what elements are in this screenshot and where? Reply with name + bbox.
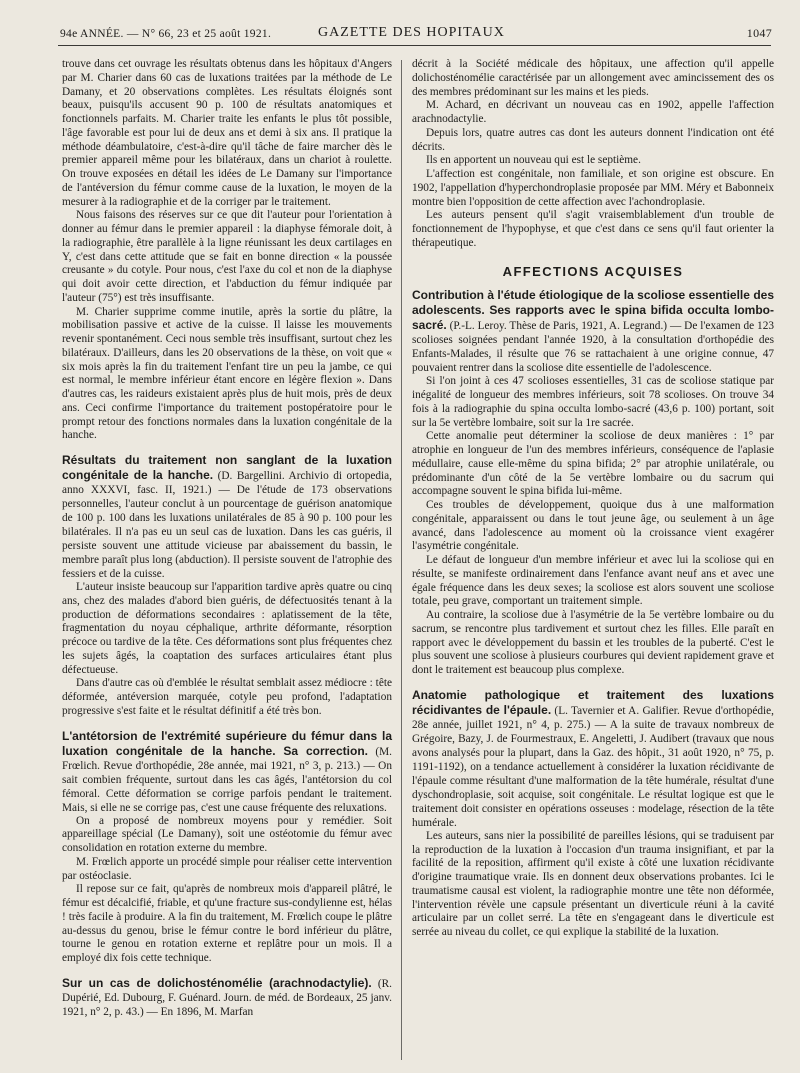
article-title: Anatomie pathologique et traitement des luxations récidivantes de l'épaule. bbox=[412, 687, 774, 717]
article-body: (P.-L. Leroy. Thèse de Paris, 1921, A. Legrand.) — De l'examen de 123 scolioses soignées pendant l'année 1920, à la consultation d'orthopédie des Enfants-Malades, il résulte que 76 se rattachaient à une origine connue, 47 pouvaient rentrer dans la scoliose dite essentielle de l'adolescence. bbox=[412, 320, 774, 375]
paragraph: L'affection est congénitale, non familiale, et son origine est obscure. En 1902, l'appellation d'hyperchondroplasie proposée par MM. Méry et Babonneix montre bien l'opposition de cette affection avec l'achondroplasie. bbox=[412, 168, 774, 208]
paragraph: Depuis lors, quatre autres cas dont les auteurs donnent l'indication ont été décrits. bbox=[412, 126, 774, 153]
paragraph: Nous faisons des réserves sur ce que dit l'auteur pour l'orientation à donner au fémur dans le premier appareil : la diaphyse fémorale doit, à la radiographie, être parallèle à la ligne réunissant les deux cartilages en Y, c'est dans cette attitude que se fait en bonne direction « la poussée creusante » du cotyle. Pour nous, c'est l'axe du col et non de la diaphyse qui doit avoir cette direction, et l'abduction du fémur indiquée par l'auteur (75°) est très insuffisante. bbox=[62, 209, 392, 304]
journal-title: GAZETTE DES HOPITAUX bbox=[318, 25, 505, 40]
article-entry bbox=[62, 729, 392, 815]
paragraph: On a proposé de nombreux moyens pour y remédier. Soit appareillage spécial (Le Damany), soit une ostéotomie du fémur avec consolidation en rotation externe du membre. bbox=[62, 814, 392, 854]
article-title: Résultats du traitement non sanglant de la luxation congénitale de la hanche. bbox=[62, 453, 392, 482]
paragraph: Les auteurs, sans nier la possibilité de pareilles lésions, qui se traduisent par la reproduction de la luxation à l'occasion d'un trauma insignifiant, et par la facilité de la reposition, affirment qu'il existe à côté une luxation récidivante d'origine traumatique vraie. Ils en donnent deux observations probantes. Ici le traumatisme causal est violent, la radiographie montre une tête non déformée, l'intervention révèle une capsule présentant un diverticule réuni à la cavité articulaire par un collet serré. La tête en s'engageant dans le diverticule est serrée au niveau du collet, ce qui explique la stabilité de la luxation. bbox=[412, 829, 774, 938]
paragraph: trouve dans cet ouvrage les résultats obtenus dans les hôpitaux d'Angers par M. Charier dans 60 cas de luxations traitées par la méthode de Le Damany, et 20 observations complètes. Les résultats éloignés sont beaux, puisqu'ils accusent 90 p. 100 de résultats anatomiques et fonctionnels parfaits. M. Charier traite les enfants le plus tôt possible, l'âge favorable est pour lui de deux ans et demi à six ans. Il pratique la méthode déambulatoire, c'est-à-dire qu'il tâche de faire marcher dès le premier appareil même pour les bilatéraux, dans un chariot à roulette. On trouve exposées en détail les idées de Le Damany sur l'importance de l'antéversion du fémur comme cause de la luxation, le moyen de la mesurer à la radiographie et de la corriger par le traitement. bbox=[62, 58, 392, 208]
right-column bbox=[412, 58, 774, 940]
paragraph: Dans d'autre cas où d'emblée le résultat semblait assez médiocre : tête déformée, antéversion marquée, cotyle peu profond, l'adaptation progressive s'est faite et le résultat définitif a été très bon. bbox=[62, 677, 392, 717]
header-rule bbox=[58, 45, 771, 46]
paragraph: M. Frœlich apporte un procédé simple pour réaliser cette intervention par ostéoclasie. bbox=[62, 855, 392, 882]
paragraph: Le défaut de longueur d'un membre inférieur et avec lui la scoliose qui en résulte, se manifeste ordinairement dans l'enfance avant neuf ans et avec une égale fréquence dans les deux sexes; la scoliose est alors souvent une scoliose totale, peu grave, comportant un traitement simple. bbox=[412, 554, 774, 608]
paragraph: L'auteur insiste beaucoup sur l'apparition tardive après quatre ou cinq ans, chez des malades d'abord bien guéris, de défectuosités tenant à la production de déformations secondaires : aplatissement de la tête, fragmentation du noyau céphalique, arthrite déformante, résorption précoce ou tardive de la tête. Ces déformations sont plus fréquentes chez les sujets âgés, la coaptation des surfaces articulaires étant plus défectueuse. bbox=[62, 581, 392, 676]
article-entry bbox=[62, 976, 392, 1019]
paragraph: Au contraire, la scoliose due à l'asymétrie de la 5e vertèbre lombaire ou du sacrum, se rencontre plus tardivement et surtout chez les filles. Elle paraît en rapport avec le développement du bassin et les troubles de la puberté. C'est le plus souvent une scoliose à plusieurs courbures qui devient rapidement grave et dont le traitement est beaucoup plus complexe. bbox=[412, 609, 774, 676]
page-number: 1047 bbox=[746, 26, 772, 40]
paragraph: Cette anomalie peut déterminer la scoliose de deux manières : 1° par atrophie en longueur de l'un des membres inférieurs, conséquence de l'aplasie médullaire, cause elle-même du spina bifida; 2° par atrophie unilatérale, ou prédominante d'un côté de la 5e vertèbre lombaire ou du sacrum qui accompagne souvent le spina bifida lui-même. bbox=[412, 430, 774, 498]
article-title: Contribution à l'étude étiologique de la scoliose essentielle des adolescents. Ses rapports avec le spina bifida occulta lombo-sacré. bbox=[412, 288, 774, 333]
article-entry bbox=[62, 453, 392, 581]
article-body: (D. Bargellini. Archivio di ortopedia, anno XXXVI, fasc. II, 1921.) — De l'étude de 173 observations personnelles, l'auteur conclut à un pourcentage de guérison anatomique de 100 p. 100 dans les luxations unilatérales de 85 à 90 p. 100 pour les bilatérales. Il n'a pas eu un seul cas de luxation. Dans les cas guéris, il persiste souvent une attitude vicieuse par abaissement du bassin, le membre paraît plus long (abduction). Il persiste souvent de l'atrophie des fessiers et de la cuisse. bbox=[62, 470, 393, 580]
issue-info: 94e ANNÉE. — N° 66, 23 et 25 août 1921. bbox=[60, 28, 272, 40]
paragraph: Ces troubles de développement, quoique dus à une malformation congénitale, apparaissent ou dans le tout jeune âge, ou seulement à un âge avancé, dans l'adolescence au moment où la croissance vient exagérer l'asymétrie congénitale. bbox=[412, 499, 774, 553]
article-entry bbox=[412, 288, 774, 375]
article-body: (M. Frœlich. Revue d'orthopédie, 28e année, mai 1921, n° 3, p. 213.) — On sait combien fréquente, surtout dans les cas âgés, l'antétorsion du col fémoral. Cette déformation se corrige parfois pendant le traitement. Mais, si elle ne se corrige pas, c'est une cause fréquente des reluxations. bbox=[62, 745, 392, 814]
left-column bbox=[62, 58, 392, 1019]
paragraph: Ils en apportent un nouveau qui est le septième. bbox=[426, 154, 641, 167]
paragraph: M. Achard, en décrivant un nouveau cas en 1902, appelle l'affection arachnodactylie. bbox=[412, 99, 774, 125]
paragraph: Les auteurs pensent qu'il s'agit vraisemblablement d'un trouble de fonctionnement de l'hypophyse, et que c'est dans ce sens qu'il faut orienter la thérapeutique. bbox=[412, 209, 774, 249]
article-title: L'antétorsion de l'extrémité supérieure du fémur dans la luxation congénitale de la hanche. Sa correction. bbox=[62, 728, 392, 758]
paragraph: décrit à la Société médicale des hôpitaux, une affection qu'il appelle dolichosténomélie caractérisée par un allongement avec amincissement des os des membres prédominant sur les mains et les pieds. bbox=[412, 58, 774, 98]
article-entry bbox=[412, 688, 774, 830]
paragraph: M. Charier supprime comme inutile, après la sortie du plâtre, la mobilisation passive et active de la cuisse. Il laisse les mouvements revenir spontanément. Ceci nous semble très insuffisant, surtout chez les bilatéraux. D'ailleurs, dans les 20 observations de la thèse, on voit que « six mois après la fin du traitement l'enfant tire un peu la jambe, ce qui est normal, le membre inférieur étant encore en légère flexion ». Dans d'autres cas, les raideurs existaient après plus de huit mois, près de deux ans. Ceci confirme l'importance du traitement postopératoire pour le prompt retour des fonctions normales dans la luxation congénitale de la hanche. bbox=[62, 305, 392, 442]
article-title: Sur un cas de dolichosténomélie (arachnodactylie). bbox=[62, 975, 372, 990]
article-body: (R. Dupérié, Ed. Dubourg, F. Guénard. Journ. de méd. de Bordeaux, 25 janv. 1921, n° 2, p. 43.) — En 1896, M. Marfan bbox=[62, 977, 392, 1018]
paragraph: Il repose sur ce fait, qu'après de nombreux mois d'appareil plâtré, le fémur est décalcifié, friable, et qu'une fracture sus-condylienne est, hélas ! très facile à produire. A la fin du traitement, M. Frœlich coupe le plâtre au-dessus du genou, brise le fémur contre le bord inférieur du plâtre, tourne le genou en rotation externe et replâtre pour un mois. Il a employé dix fois cette technique. bbox=[62, 883, 392, 964]
page-header bbox=[50, 24, 772, 44]
paragraph: Si l'on joint à ces 47 scolioses essentielles, 31 cas de scoliose statique par inégalité de longueur des membres inférieurs, soit 78 scolioses. On trouve 34 fois à la radiographie du spina occulta lombo-sacré (43,6 p. 100) portant, soit sur la 5e vertèbre lombaire, soit sur la 1re sacrée. bbox=[412, 375, 774, 429]
column-divider bbox=[401, 60, 402, 1060]
article-body: (L. Tavernier et A. Galifier. Revue d'orthopédie, 28e année, juillet 1921, n° 4, p. 275.) — A la suite de travaux nombreux de Grégoire, Bazy, J. de Fourmestraux, E. Angeletti, J. Audibert (travaux que nous avons analysés pour la plupart, dans la Gaz. des hôpit., 31 août 1920, n° 75, p. 1191-1192), on a tendance actuellement à considérer la luxation récidivante de l'épaule comme résultant d'une malformation de la tête humérale, résultat d'une dyschondroplasie, soit acquise, soit congénitale. Le résultat logique est que le traitement doit consister en opérations osseuses : modelage, résection de la tête humérale. bbox=[412, 704, 774, 829]
section-heading: AFFECTIONS ACQUISES bbox=[502, 263, 684, 279]
